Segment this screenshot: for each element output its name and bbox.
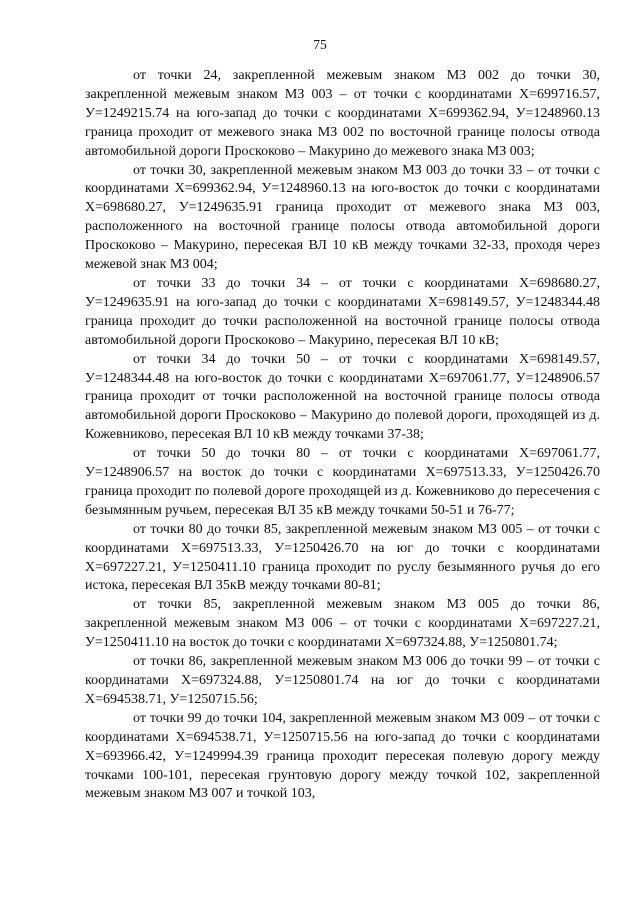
document-body (85, 67, 600, 804)
paragraph-8: от точки 86, закрепленной межевым знаком МЗ 006 до точки 99 – от точки с координатами Х=697324.88, У=1250801.74 на юг до точки с координатами Х=694538.71, У=1250715.56; (85, 654, 600, 707)
paragraph-9: от точки 99 до точки 104, закрепленной межевым знаком МЗ 009 – от точки с координатами Х=694538.71, У=1250715.56 на юго-запад до точки с координатами Х=693966.42, У=1249994.39 граница проходит пересекая полевую дорогу между точками 100-101, пересекая грунтовую дорогу между точкой 102, закрепленной межевым знаком МЗ 007 и точкой 103, (85, 710, 600, 802)
paragraph-4: от точки 34 до точки 50 – от точки с координатами Х=698149.57, У=1248344.48 на юго-восток до точки с координатами Х=697061.77, У=1248906.57 граница проходит от точки расположенной на восточной границе полосы отвода автомобильной дороги Проскоково – Макурино до полевой дороги, проходящей из д. Кожевниково, пересекая ВЛ 10 кВ между точками 37-38; (85, 351, 600, 443)
paragraph-5: от точки 50 до точки 80 – от точки с координатами Х=697061.77, У=1248906.57 на восток до точки с координатами Х=697513.33, У=1250426.70 граница проходит по полевой дороге проходящей из д. Кожевниково до пересечения с безымянным ручьем, пересекая ВЛ 35 кВ между точками 50-51 и 76-77; (85, 446, 600, 518)
paragraph-7: от точки 85, закрепленной межевым знаком МЗ 005 до точки 86, закрепленной межевым знаком МЗ 006 – от точки с координатами Х=697227.21, У=1250411.10 на восток до точки с координатами Х=697324.88, У=1250801.74; (85, 597, 600, 651)
paragraph-2: от точки 30, закрепленной межевым знаком МЗ 003 до точки 33 – от точки с координатами Х=699362.94, У=1248960.13 на юго-восток до точки с координатами Х=698680.27, У=1249635.91 граница проходит от межевого знака МЗ 003, расположенного на восточной границе полосы отвода автомобильной дороги Проскоково – Макурино, пересекая ВЛ 10 кВ между точками 32-33, проходя через межевой знак МЗ 004; (85, 162, 600, 273)
paragraph-3: от точки 33 до точки 34 – от точки с координатами Х=698680.27, У=1249635.91 на юго-запад до точки с координатами Х=698149.57, У=1248344.48 граница проходит до точки расположенной на восточной границе полосы отвода автомобильной дороги Проскоково – Макурино, пересекая ВЛ 10 кВ; (85, 275, 600, 348)
paragraph-1: от точки 24, закрепленной межевым знаком МЗ 002 до точки 30, закрепленной межевым знаком МЗ 003 – от точки с координатами Х=699716.57, У=1249215.74 на юго-запад до точки с координатами Х=699362.94, У=1248960.13 граница проходит от межевого знака МЗ 002 по восточной границе полосы отвода автомобильной дороги Проскоково – Макурино до межевого знака МЗ 003; (85, 68, 600, 159)
paragraph-6: от точки 80 до точки 85, закрепленной межевым знаком МЗ 005 – от точки с координатами Х=697513.33, У=1250426.70 на юг до точки с координатами Х=697227.21, У=1250411.10 граница проходит по руслу безымянного ручья до его истока, пересекая ВЛ 35кВ между точками 80-81; (85, 521, 600, 594)
page-number: 75 (313, 37, 327, 52)
